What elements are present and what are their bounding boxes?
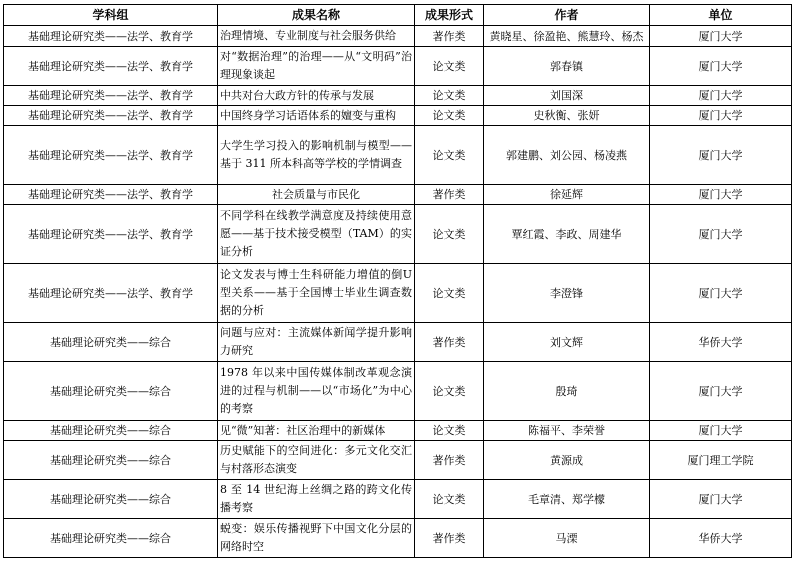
- table-row: [4, 480, 792, 519]
- cell-group: 基础理论研究类——综合: [4, 480, 218, 519]
- table-header-row: [4, 5, 792, 26]
- table-row: [4, 519, 792, 558]
- table-row: [4, 421, 792, 441]
- cell-group: 基础理论研究类——法学、教育学: [4, 126, 218, 185]
- cell-group: 基础理论研究类——法学、教育学: [4, 26, 218, 47]
- cell-form: 论文类: [415, 86, 484, 106]
- table-row: [4, 86, 792, 106]
- cell-title: 治理情境、专业制度与社会服务供给: [218, 26, 415, 47]
- cell-author: 徐延辉: [484, 185, 650, 205]
- cell-title: 不同学科在线教学满意度及持续使用意愿——基于技术接受模型（TAM）的实证分析: [218, 205, 415, 264]
- table-row: [4, 185, 792, 205]
- cell-form: 论文类: [415, 362, 484, 421]
- cell-title: 1978 年以来中国传媒体制改革观念演进的过程与机制——以“市场化”为中心的考察: [218, 362, 415, 421]
- cell-author: 毛章清、郑学檬: [484, 480, 650, 519]
- cell-title: 中国终身学习话语体系的嬗变与重构: [218, 106, 415, 126]
- cell-group: 基础理论研究类——法学、教育学: [4, 86, 218, 106]
- cell-unit: 厦门大学: [650, 205, 792, 264]
- header-title: 成果名称: [218, 5, 415, 26]
- cell-group: 基础理论研究类——法学、教育学: [4, 185, 218, 205]
- cell-group: 基础理论研究类——法学、教育学: [4, 264, 218, 323]
- cell-unit: 华侨大学: [650, 519, 792, 558]
- header-group: 学科组: [4, 5, 218, 26]
- cell-form: 论文类: [415, 480, 484, 519]
- table-row: [4, 362, 792, 421]
- cell-form: 著作类: [415, 26, 484, 47]
- cell-title: 社会质量与市民化: [218, 185, 415, 205]
- cell-form: 论文类: [415, 106, 484, 126]
- cell-form: 论文类: [415, 205, 484, 264]
- cell-unit: 厦门理工学院: [650, 441, 792, 480]
- header-unit: 单位: [650, 5, 792, 26]
- cell-author: 李澄锋: [484, 264, 650, 323]
- table-row: [4, 106, 792, 126]
- cell-unit: 厦门大学: [650, 362, 792, 421]
- table-row: [4, 323, 792, 362]
- cell-group: 基础理论研究类——综合: [4, 441, 218, 480]
- cell-unit: 华侨大学: [650, 323, 792, 362]
- cell-unit: 厦门大学: [650, 86, 792, 106]
- cell-author: 黄源成: [484, 441, 650, 480]
- cell-unit: 厦门大学: [650, 47, 792, 86]
- cell-title: 对“数据治理”的治理——从“文明码”治理现象谈起: [218, 47, 415, 86]
- cell-author: 陈福平、李荣誉: [484, 421, 650, 441]
- table-row: [4, 47, 792, 86]
- cell-title: 大学生学习投入的影响机制与模型——基于 311 所本科高等学校的学情调查: [218, 126, 415, 185]
- table-row: [4, 26, 792, 47]
- cell-title: 见“微”知著：社区治理中的新媒体: [218, 421, 415, 441]
- cell-title: 历史赋能下的空间进化：多元文化交汇与村落形态演变: [218, 441, 415, 480]
- cell-author: 黄晓星、徐盈艳、熊慧玲、杨杰: [484, 26, 650, 47]
- cell-unit: 厦门大学: [650, 480, 792, 519]
- cell-form: 著作类: [415, 441, 484, 480]
- cell-group: 基础理论研究类——综合: [4, 323, 218, 362]
- cell-group: 基础理论研究类——法学、教育学: [4, 205, 218, 264]
- cell-form: 论文类: [415, 264, 484, 323]
- cell-author: 殷琦: [484, 362, 650, 421]
- cell-title: 论文发表与博士生科研能力增值的倒U型关系——基于全国博士毕业生调查数据的分析: [218, 264, 415, 323]
- cell-form: 论文类: [415, 126, 484, 185]
- cell-title: 蜕变：娱乐传播视野下中国文化分层的网络时空: [218, 519, 415, 558]
- cell-form: 著作类: [415, 185, 484, 205]
- cell-author: 刘国深: [484, 86, 650, 106]
- table-row: [4, 126, 792, 185]
- header-author: 作者: [484, 5, 650, 26]
- header-form: 成果形式: [415, 5, 484, 26]
- cell-unit: 厦门大学: [650, 185, 792, 205]
- awards-table: [3, 4, 792, 558]
- table-row: [4, 441, 792, 480]
- cell-form: 著作类: [415, 323, 484, 362]
- cell-group: 基础理论研究类——综合: [4, 519, 218, 558]
- cell-group: 基础理论研究类——法学、教育学: [4, 106, 218, 126]
- cell-form: 论文类: [415, 421, 484, 441]
- cell-unit: 厦门大学: [650, 126, 792, 185]
- cell-group: 基础理论研究类——综合: [4, 421, 218, 441]
- cell-title: 问题与应对：主流媒体新闻学提升影响力研究: [218, 323, 415, 362]
- cell-author: 马溧: [484, 519, 650, 558]
- cell-author: 刘文辉: [484, 323, 650, 362]
- cell-group: 基础理论研究类——法学、教育学: [4, 47, 218, 86]
- cell-unit: 厦门大学: [650, 264, 792, 323]
- cell-unit: 厦门大学: [650, 26, 792, 47]
- cell-form: 著作类: [415, 519, 484, 558]
- cell-author: 覃红霞、李政、周建华: [484, 205, 650, 264]
- table-row: [4, 264, 792, 323]
- cell-title: 8 至 14 世纪海上丝绸之路的跨文化传播考察: [218, 480, 415, 519]
- cell-group: 基础理论研究类——综合: [4, 362, 218, 421]
- table-row: [4, 205, 792, 264]
- cell-unit: 厦门大学: [650, 421, 792, 441]
- cell-author: 史秋衡、张妍: [484, 106, 650, 126]
- cell-title: 中共对台大政方针的传承与发展: [218, 86, 415, 106]
- cell-unit: 厦门大学: [650, 106, 792, 126]
- cell-form: 论文类: [415, 47, 484, 86]
- cell-author: 郭建鹏、刘公园、杨凌燕: [484, 126, 650, 185]
- cell-author: 郭春镇: [484, 47, 650, 86]
